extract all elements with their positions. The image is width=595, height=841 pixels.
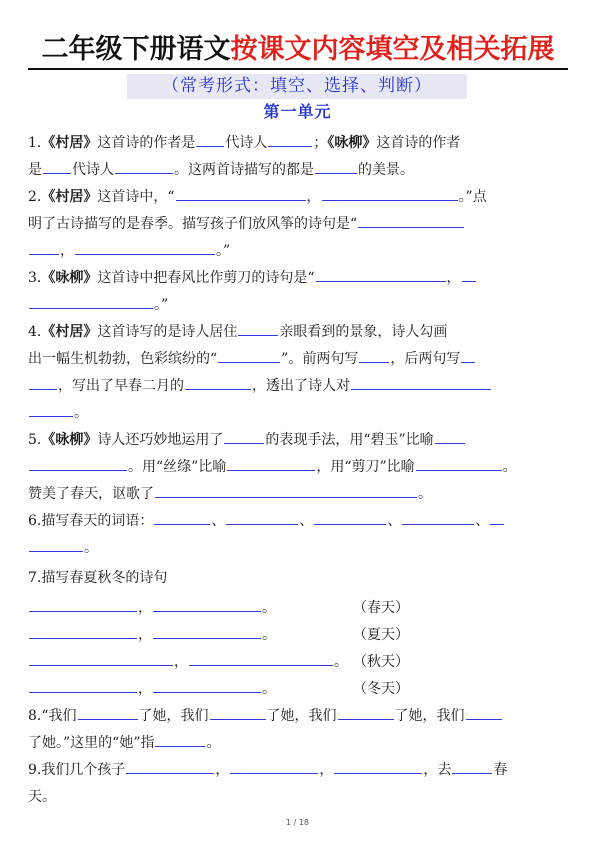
answer-blank[interactable] — [322, 186, 458, 201]
question-number: 3. — [28, 270, 42, 286]
question-2-line-2 — [28, 211, 570, 238]
question-text: ； — [313, 135, 328, 151]
question-text: 。 — [262, 600, 276, 616]
question-text: 。 — [262, 627, 276, 643]
question-4-line-4 — [28, 400, 570, 427]
question-3-line-1 — [28, 265, 570, 292]
poem-title: 《咏柳》 — [327, 135, 377, 151]
answer-blank[interactable] — [238, 321, 278, 336]
answer-blank[interactable] — [43, 159, 71, 174]
question-text: 这首诗的作者 — [376, 135, 461, 151]
question-2-line-1 — [28, 184, 570, 211]
answer-blank[interactable] — [29, 294, 153, 309]
question-text: 。 — [334, 654, 348, 670]
answer-blank[interactable] — [218, 348, 280, 363]
question-1-line-1 — [28, 130, 570, 157]
question-text: 、 — [211, 513, 226, 529]
question-text: 。 — [262, 681, 276, 697]
season-row-spring — [28, 595, 570, 622]
question-number: 8. — [28, 708, 42, 724]
answer-blank[interactable] — [29, 240, 59, 255]
subtitle-banner: （常考形式：填空、选择、判断） — [127, 74, 467, 99]
question-text: 天。 — [28, 789, 56, 805]
question-text: ，写出了早春二月的 — [58, 378, 184, 394]
question-text: 诗人还巧妙地运用了 — [97, 432, 224, 448]
answer-blank[interactable] — [155, 483, 417, 498]
answer-blank[interactable] — [29, 456, 127, 471]
question-3-line-2 — [28, 292, 570, 319]
answer-blank[interactable] — [75, 240, 215, 255]
poem-title: 《咏柳》 — [41, 432, 98, 448]
question-text: ， — [138, 627, 152, 643]
question-text: ”。前两句写 — [281, 351, 359, 367]
question-text: 代诗人 — [72, 162, 114, 178]
answer-blank[interactable] — [78, 705, 138, 720]
answer-blank[interactable] — [435, 429, 465, 444]
title-topic: 按课文内容填空及相关拓展 — [230, 34, 555, 65]
answer-blank[interactable] — [316, 267, 446, 282]
answer-blank[interactable] — [358, 213, 464, 228]
answer-blank[interactable] — [153, 597, 261, 612]
answer-blank[interactable] — [230, 759, 318, 774]
answer-blank[interactable] — [29, 537, 83, 552]
question-text: 了她，我们 — [266, 708, 337, 724]
question-text: 这首诗写的是诗人居住 — [97, 324, 238, 340]
question-text: ，用“剪刀”比喻 — [316, 459, 415, 475]
question-text: ，后两句写 — [390, 351, 461, 367]
question-text: 。 — [502, 459, 517, 475]
question-text: 。 — [74, 405, 88, 421]
answer-blank[interactable] — [338, 705, 394, 720]
answer-blank[interactable] — [334, 759, 422, 774]
question-text: 我们几个孩子 — [41, 762, 126, 778]
question-number: 1. — [28, 135, 42, 151]
question-text: 了她，我们 — [394, 708, 465, 724]
question-4-line-3 — [28, 373, 570, 400]
answer-blank[interactable] — [115, 159, 173, 174]
question-text: ， — [306, 189, 321, 205]
answer-blank[interactable] — [196, 132, 224, 147]
question-text: 明了古诗描写的是春季。描写孩子们放风筝的诗句是“ — [28, 216, 358, 232]
answer-blank[interactable] — [351, 375, 491, 390]
question-text: ，去 — [423, 762, 452, 778]
question-9-line-1 — [28, 757, 570, 784]
question-text: ， — [174, 654, 188, 670]
season-label: （秋天） — [353, 654, 409, 670]
answer-blank[interactable] — [462, 267, 476, 282]
poem-title: 《村居》 — [41, 324, 98, 340]
answer-blank[interactable] — [315, 159, 357, 174]
question-text: ， — [138, 681, 152, 697]
question-number: 5. — [28, 432, 42, 448]
question-text: 这首诗中把春风比作剪刀的诗句是“ — [97, 270, 315, 286]
answer-blank[interactable] — [29, 402, 73, 417]
question-text: 、 — [475, 513, 490, 529]
question-5-line-2 — [28, 454, 570, 481]
question-text: 。这两首诗描写的都是 — [174, 162, 314, 178]
answer-blank[interactable] — [29, 597, 137, 612]
answer-blank[interactable] — [153, 678, 261, 693]
season-label: （春天） — [353, 600, 409, 616]
question-text: 亲眼看到的景象，诗人勾画 — [279, 324, 448, 340]
question-6-line-2 — [28, 535, 570, 562]
answer-blank[interactable] — [416, 456, 502, 471]
question-8-line-1 — [28, 703, 570, 730]
question-text: 的美景。 — [358, 162, 414, 178]
season-label: （夏天） — [353, 627, 409, 643]
question-text: ， — [60, 243, 74, 259]
poem-title: 《咏柳》 — [41, 270, 98, 286]
poem-title: 《村居》 — [41, 189, 98, 205]
unit-heading: 第一单元 — [263, 102, 332, 121]
answer-blank[interactable] — [452, 759, 492, 774]
answer-blank[interactable] — [359, 348, 389, 363]
question-4-line-2 — [28, 346, 570, 373]
season-row-summer — [28, 622, 570, 649]
answer-blank[interactable] — [154, 510, 210, 525]
poem-title: 《村居》 — [41, 135, 98, 151]
question-5-line-3 — [28, 481, 570, 508]
season-label: （冬天） — [353, 681, 409, 697]
question-text: 赞美了春天，讴歌了 — [28, 486, 154, 502]
answer-blank[interactable] — [29, 375, 57, 390]
question-text: 春 — [493, 762, 508, 778]
answer-blank[interactable] — [29, 678, 137, 693]
question-number: 9. — [28, 762, 42, 778]
question-8-line-2 — [28, 730, 570, 757]
question-number: 7. — [28, 570, 42, 586]
question-text: 。 — [84, 540, 98, 556]
question-text: 。 — [418, 486, 432, 502]
question-2-line-3 — [28, 238, 570, 265]
question-1-line-2 — [28, 157, 570, 184]
question-7-line-1 — [28, 562, 570, 595]
answer-blank[interactable] — [126, 759, 214, 774]
question-text: ， — [446, 270, 461, 286]
question-list — [28, 130, 570, 811]
question-text: 了她，我们 — [138, 708, 209, 724]
question-text: 描写春天的词语： — [41, 513, 154, 529]
question-text: ， — [138, 600, 152, 616]
answer-blank[interactable] — [314, 510, 386, 525]
question-text: 代诗人 — [225, 135, 268, 151]
answer-blank[interactable] — [490, 510, 504, 525]
question-text: 了她。”这里的“她”指 — [28, 735, 155, 751]
answer-blank[interactable] — [153, 624, 261, 639]
answer-blank[interactable] — [155, 732, 205, 747]
question-text: 这首诗中，“ — [97, 189, 175, 205]
answer-blank[interactable] — [29, 651, 173, 666]
title-grade: 二年级下册语文 — [41, 34, 231, 65]
answer-blank[interactable] — [461, 348, 475, 363]
page-title — [28, 34, 568, 66]
question-number: 6. — [28, 513, 42, 529]
question-text: 。” — [154, 297, 169, 313]
answer-blank[interactable] — [227, 456, 315, 471]
question-text: 出一幅生机勃勃，色彩缤纷的“ — [28, 351, 218, 367]
answer-blank[interactable] — [466, 705, 502, 720]
question-5-line-1 — [28, 427, 570, 454]
title-divider — [28, 68, 568, 70]
question-number: 2. — [28, 189, 42, 205]
question-text: 、 — [299, 513, 314, 529]
answer-blank[interactable] — [402, 510, 474, 525]
question-text: 描写春夏秋冬的诗句 — [41, 570, 168, 586]
answer-blank[interactable] — [29, 624, 137, 639]
question-text: ，透出了诗人对 — [252, 378, 350, 394]
question-text: ， — [319, 762, 334, 778]
season-row-winter — [28, 676, 570, 703]
question-text: 。 — [206, 735, 221, 751]
question-text: 的表现手法，用“碧玉”比喻 — [265, 432, 434, 448]
question-text: 、 — [387, 513, 402, 529]
question-number: 4. — [28, 324, 42, 340]
question-text: 。” — [216, 243, 231, 259]
page-number: 1 / 18 — [285, 818, 310, 827]
answer-blank[interactable] — [185, 375, 251, 390]
answer-blank[interactable] — [189, 651, 333, 666]
answer-blank[interactable] — [176, 186, 306, 201]
answer-blank[interactable] — [226, 510, 298, 525]
question-9-line-2 — [28, 784, 570, 811]
question-text: 是 — [28, 162, 42, 178]
answer-blank[interactable] — [224, 429, 264, 444]
answer-blank[interactable] — [210, 705, 266, 720]
question-text: ， — [215, 762, 230, 778]
question-text: 。用“丝绦”比喻 — [128, 459, 227, 475]
season-row-autumn — [28, 649, 570, 676]
answer-blank[interactable] — [268, 132, 312, 147]
question-4-line-1 — [28, 319, 570, 346]
question-text: 。”点 — [458, 189, 487, 205]
question-text: 这首诗的作者是 — [97, 135, 196, 151]
question-6-line-1 — [28, 508, 570, 535]
question-text: “我们 — [41, 708, 77, 724]
